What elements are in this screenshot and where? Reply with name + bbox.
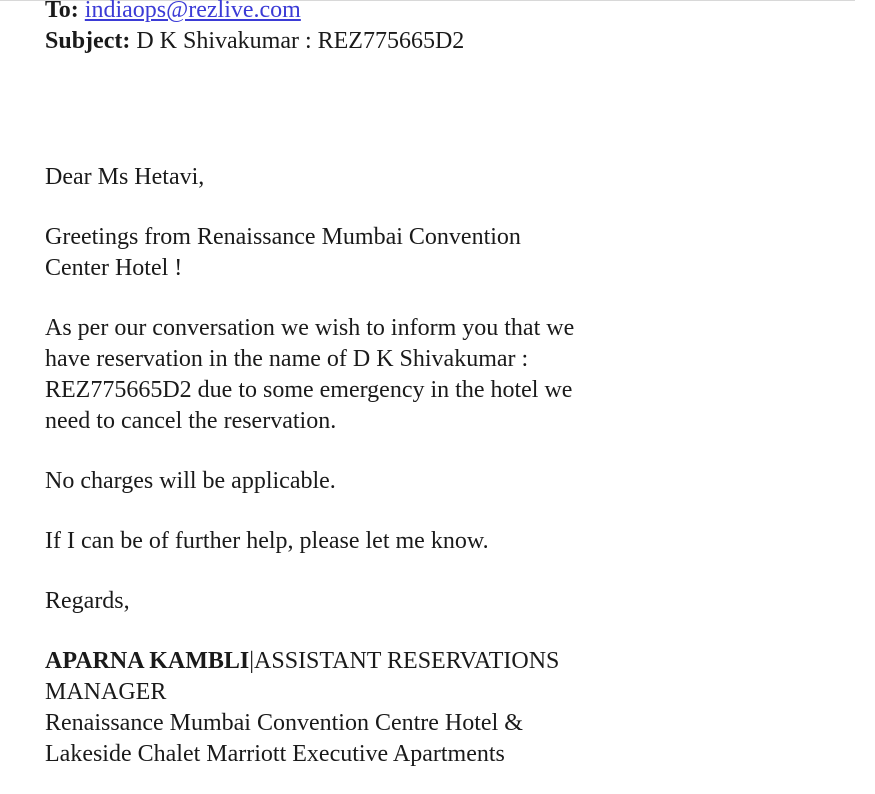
- main-line: have reservation in the name of D K Shivakumar :: [45, 346, 529, 372]
- greetings-line: Greetings from Renaissance Mumbai Convention: [45, 224, 521, 250]
- signature-name-title-line: [45, 646, 845, 677]
- main-paragraph: [45, 313, 845, 437]
- subject-text: D K Shivakumar : REZ775665D2: [136, 28, 465, 54]
- greeting: Dear Ms Hetavi,: [45, 164, 205, 190]
- charges-paragraph: No charges will be applicable.: [45, 468, 336, 494]
- email-message: [45, 0, 845, 770]
- signature-name: APARNA KAMBLI: [45, 648, 250, 674]
- signature-title: |ASSISTANT RESERVATIONS: [249, 648, 560, 674]
- subject-line: [45, 26, 845, 57]
- signature-org-line: Lakeside Chalet Marriott Executive Apartments: [45, 741, 505, 767]
- email-body: [45, 162, 845, 770]
- main-line: As per our conversation we wish to inform you that we: [45, 315, 575, 341]
- main-line: REZ775665D2 due to some emergency in the hotel we: [45, 377, 573, 403]
- to-line: [45, 0, 845, 26]
- to-address-link[interactable]: indiaops@rezlive.com: [84, 0, 301, 23]
- greetings-paragraph: [45, 222, 845, 284]
- closing: Regards,: [45, 588, 130, 614]
- signature-title-continued: MANAGER: [45, 679, 167, 705]
- signature-org-line: Renaissance Mumbai Convention Centre Hotel &: [45, 710, 523, 736]
- signature: [45, 646, 845, 770]
- main-line: need to cancel the reservation.: [45, 408, 337, 434]
- to-label: To:: [45, 0, 79, 23]
- subject-label: Subject:: [45, 28, 131, 54]
- greetings-line: Center Hotel !: [45, 255, 183, 281]
- help-paragraph: If I can be of further help, please let me know.: [45, 528, 489, 554]
